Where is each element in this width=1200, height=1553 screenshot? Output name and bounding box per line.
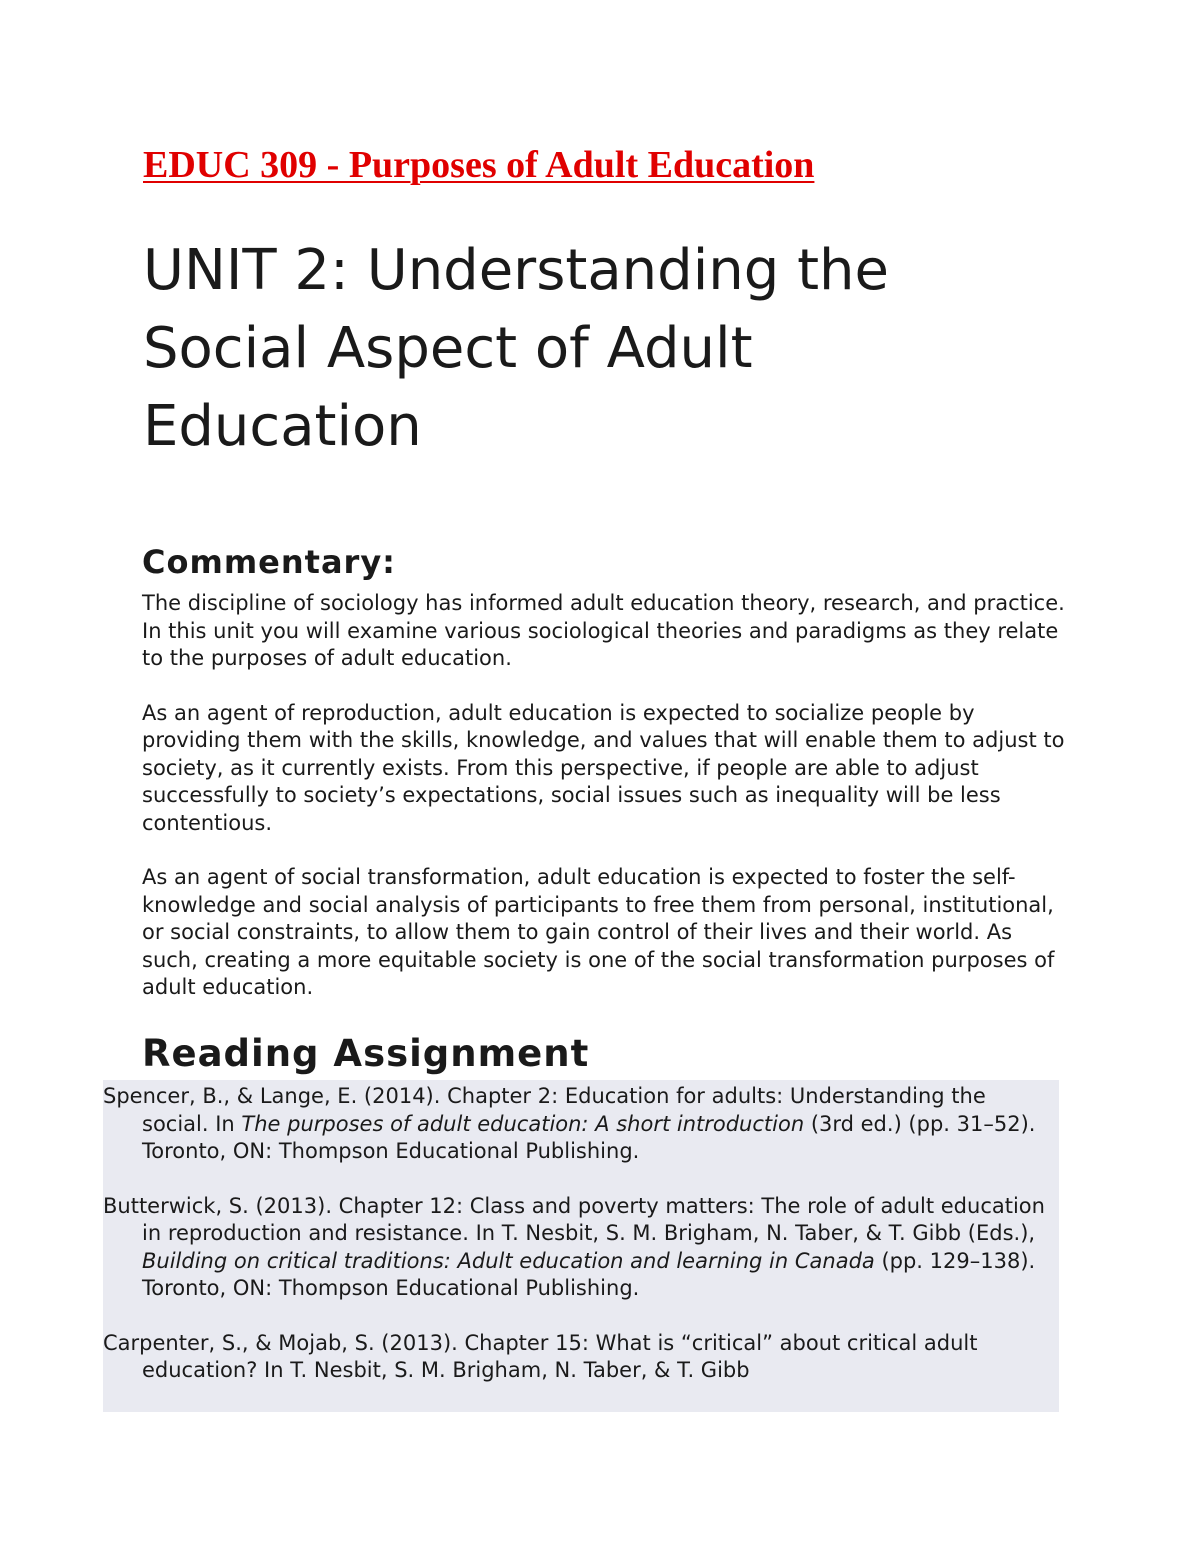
commentary-heading: Commentary: bbox=[142, 543, 396, 581]
reference-text: (3rd ed.) (pp. 31–52). Toronto, ON: Thompson Educational Publishing. bbox=[142, 1111, 1036, 1163]
reference-text: Spencer, B., & Lange, E. (2014). Chapter 2: Education for adults: Understanding the social. In bbox=[103, 1084, 986, 1136]
course-title: EDUC 309 - Purposes of Adult Education bbox=[143, 144, 815, 186]
reference-title: The purposes of adult education: A short introduction bbox=[241, 1111, 805, 1136]
commentary-paragraph: As an agent of reproduction, adult education is expected to socialize people by providing them with the skills, knowledge, and values that will enable them to adjust to society, as it currently exists. From this perspective, if people are able to adjust successfully to society’s expectations, social issues such as inequality will be less contentious. bbox=[142, 700, 1065, 835]
commentary-body bbox=[142, 590, 1072, 1029]
reference-item bbox=[103, 1083, 1053, 1166]
reference-text: (pp. 129–138). Toronto, ON: Thompson Educational Publishing. bbox=[142, 1248, 1036, 1300]
reference-item bbox=[103, 1330, 1053, 1385]
reference-text: Butterwick, S. (2013). Chapter 12: Class and poverty matters: The role of adult education in reproduction and resistance. In T. Nesbit, S. M. Brigham, N. Taber, & T. Gibb (Eds.), bbox=[103, 1193, 1045, 1245]
reference-title: Building on critical traditions: Adult education and learning in Canada bbox=[142, 1248, 875, 1273]
reference-item bbox=[103, 1193, 1053, 1303]
commentary-paragraph: The discipline of sociology has informed adult education theory, research, and practice. In this unit you will examine various sociological theories and paradigms as they relate to the purposes of adult education. bbox=[142, 591, 1065, 670]
reference-list bbox=[103, 1080, 1059, 1412]
reference-text: Carpenter, S., & Mojab, S. (2013). Chapter 15: What is “critical” about critical adult education? In T. Nesbit, S. M. Brigham, N. Taber, & T. Gibb bbox=[103, 1330, 978, 1382]
unit-title: UNIT 2: Understanding the Social Aspect of Adult Education bbox=[143, 238, 889, 459]
reading-assignment-heading: Reading Assignment bbox=[142, 1032, 590, 1075]
commentary-paragraph: As an agent of social transformation, adult education is expected to foster the self-knowledge and social analysis of participants to free them from personal, institutional, or social constraints, to allow them to gain control of their lives and their world. As such, creating a more equitable society is one of the social transformation purposes of adult education. bbox=[142, 865, 1055, 999]
